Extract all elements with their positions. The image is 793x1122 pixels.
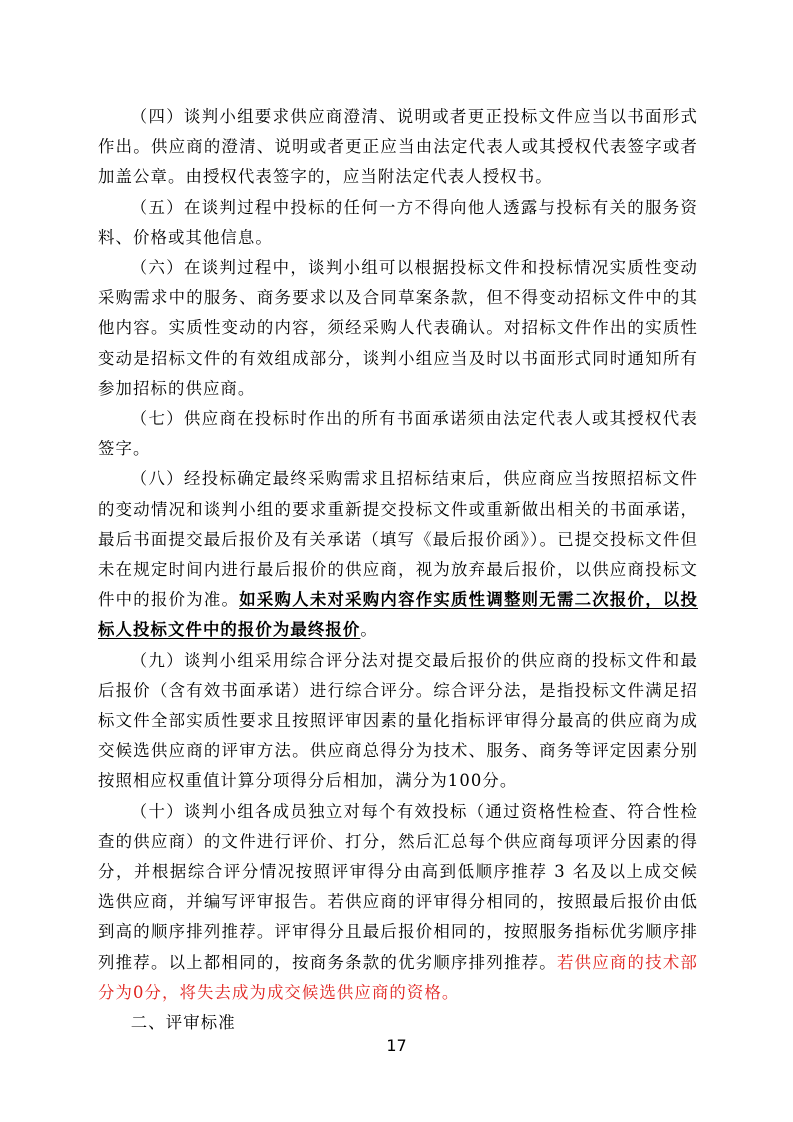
paragraph-8-emphasis: 如采购人未对采购内容作实质性调整则无需二次报价，以投标人投标文件中的报价为最终报价 <box>98 590 698 640</box>
paragraph-8-end: 。 <box>360 620 378 640</box>
paragraph-4: （四）谈判小组要求供应商澄清、说明或者更正投标文件应当以书面形式作出。供应商的澄清、说明或者更正应当由法定代表人或其授权代表签字或者加盖公章。由授权代表签字的，应当附法定代表人授权书。 <box>98 107 698 187</box>
paragraph-5: （五）在谈判过程中投标的任何一方不得向他人透露与投标有关的服务资料、价格或其他信息。 <box>98 197 698 247</box>
paragraph-10 <box>98 797 698 1008</box>
paragraph-10-warning: 若供应商的技术部分为0分，将失去成为成交候选供应商的资格。 <box>98 952 698 1002</box>
page-body <box>98 102 698 1038</box>
section-heading: 二、评审标准 <box>130 1013 236 1033</box>
paragraph-7: （七）供应商在投标时作出的所有书面承诺须由法定代表人或其授权代表签字。 <box>98 409 698 459</box>
paragraph-10-text: （十）谈判小组各成员独立对每个有效投标（通过资格性检查、符合性检查的供应商）的文件进行评价、打分，然后汇总每个供应商每项评分因素的得分，并根据综合评分情况按照评审得分由高到低顺序推荐 3 名及以上成交候选供应商，并编写评审报告。若供应商的评审得分相同的，按照最后报价由低到高的顺序排列推荐。评审得分且最后报价相同的，按照服务指标优劣顺序排列推荐。以上都相同的，按商务条款的优劣顺序排列推荐。 <box>98 801 698 972</box>
paragraph-6: （六）在谈判过程中，谈判小组可以根据投标文件和投标情况实质性变动采购需求中的服务、商务要求以及合同草案条款，但不得变动招标文件中的其他内容。实质性变动的内容，须经采购人代表确认。对招标文件作出的实质性变动是招标文件的有效组成部分，谈判小组应当及时以书面形式同时通知所有参加招标的供应商。 <box>98 258 698 398</box>
paragraph-8 <box>98 464 698 645</box>
paragraph-9: （九）谈判小组采用综合评分法对提交最后报价的供应商的投标文件和最后报价（含有效书面承诺）进行综合评分。综合评分法，是指投标文件满足招标文件全部实质性要求且按照评审因素的量化指标评审得分最高的供应商为成交候选供应商的评审方法。供应商总得分为技术、服务、商务等评定因素分别按照相应权重值计算分项得分后相加，满分为100分。 <box>98 650 698 791</box>
paragraph-8-text: （八）经投标确定最终采购需求且招标结束后，供应商应当按照招标文件的变动情况和谈判小组的要求重新提交投标文件或重新做出相关的书面承诺，最后书面提交最后报价及有关承诺（填写《最后报价函》）。已提交投标文件但未在规定时间内进行最后报价的供应商，视为放弃最后报价，以供应商投标文件中的报价为准。 <box>98 469 698 610</box>
page-number: 17 <box>386 1036 407 1055</box>
